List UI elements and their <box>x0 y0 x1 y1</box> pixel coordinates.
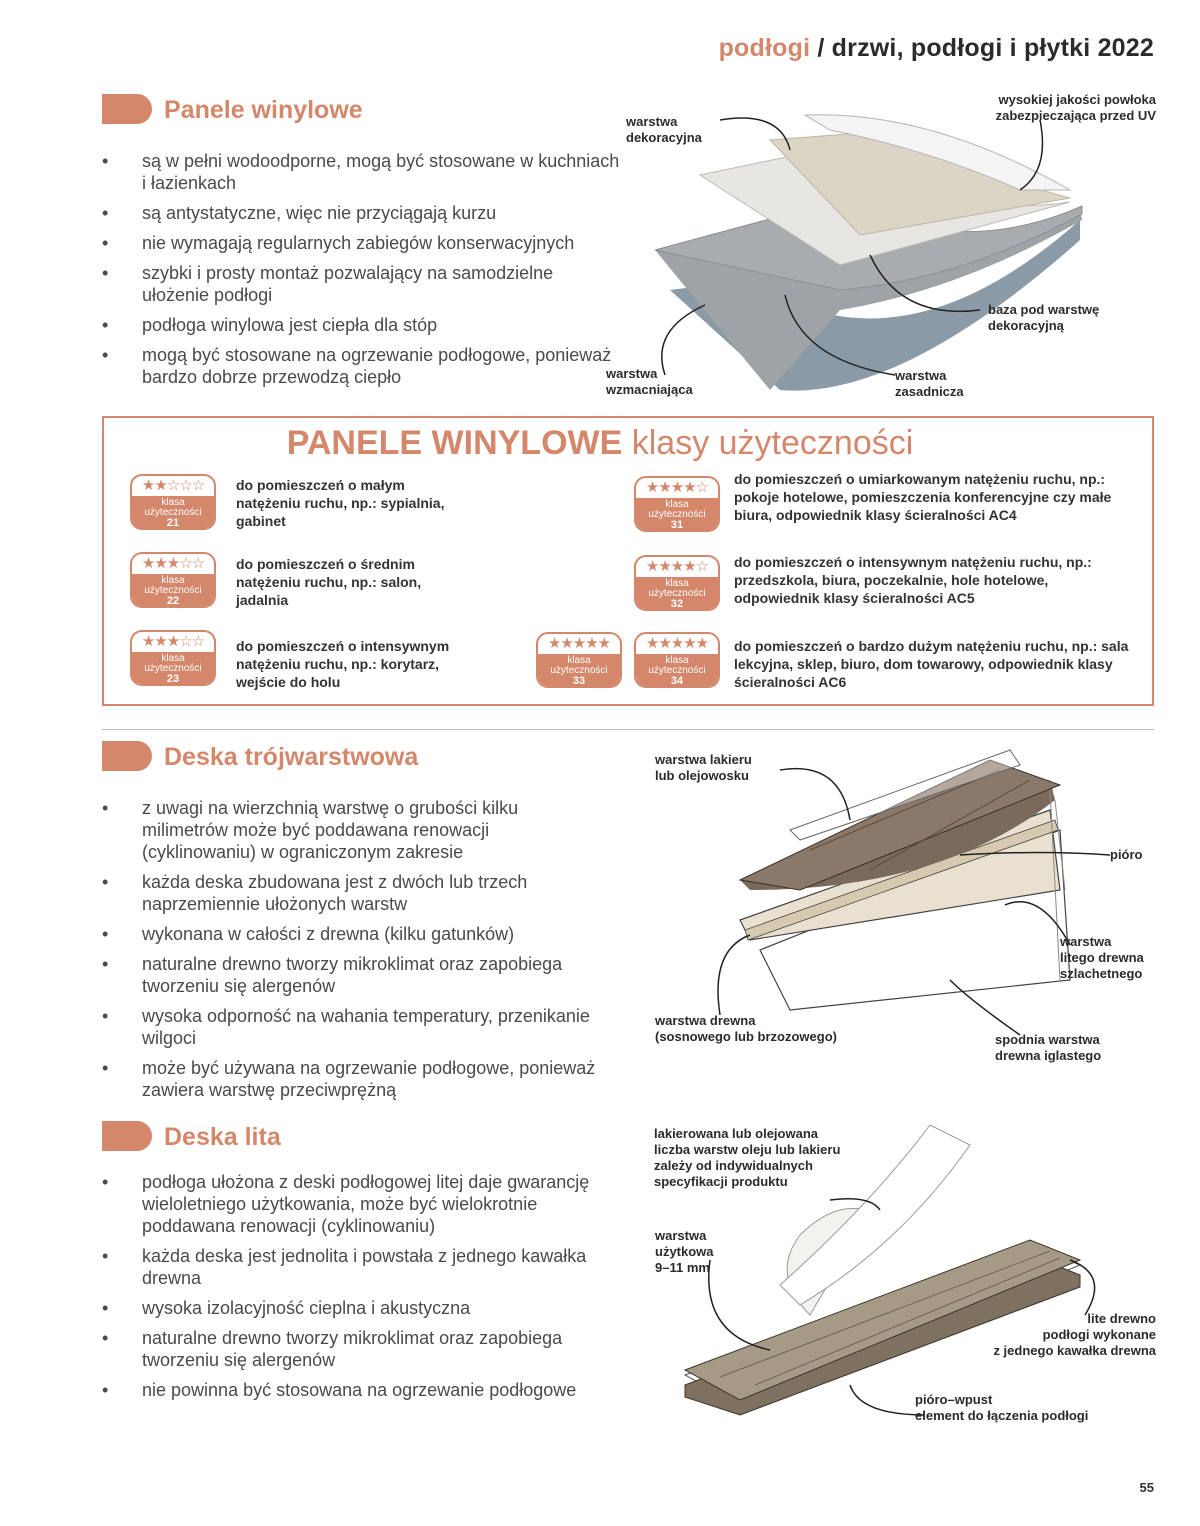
label-base-decor: baza pod warstwę dekoracyjną <box>988 302 1100 333</box>
box-title-bold: PANELE WINYLOWE <box>286 424 623 462</box>
vinyl-bullet-list <box>102 150 622 396</box>
badge-class-21 <box>130 474 216 530</box>
class-desc-21: do pomieszczeń o małym natężeniu ruchu, np.: sypialnia, gabinet <box>236 477 445 529</box>
class-desc-22: do pomieszczeń o średnim natężeniu ruchu, np.: salon, jadalnia <box>236 556 422 608</box>
class-desc-33-34: do pomieszczeń o bardzo dużym natężeniu ruchu, np.: sala lekcyjna, sklep, biuro, dom towarowy, odpowiednik klasy ścieralności AC6 <box>734 638 1129 690</box>
badge-number: 23 <box>166 673 180 685</box>
label-pine-layer: warstwa drewna (sosnowego lub brzozowego) <box>655 1013 837 1044</box>
star-rating: ★★★☆☆ <box>141 555 205 572</box>
badge-word: klasa <box>161 653 185 664</box>
header-accent: podłogi <box>718 34 811 62</box>
section-tab-vinyl <box>102 94 152 124</box>
badge-number: 21 <box>166 517 180 529</box>
label-tongue: pióro <box>1110 847 1143 862</box>
star-rating: ★★★☆☆ <box>141 633 205 650</box>
list-item: • są antystatyczne, więc nie przyciągają kurzu <box>102 202 622 224</box>
label-main-layer: warstwa zasadnicza <box>895 368 964 399</box>
badge-word: użyteczności <box>550 665 608 676</box>
list-item: • wysoka izolacyjność cieplna i akustyczna <box>102 1297 632 1319</box>
badge-number: 32 <box>670 598 684 610</box>
star-rating: ★★★★★ <box>645 635 709 652</box>
star-rating: ★★★★★ <box>547 635 611 652</box>
list-item: • może być używana na ogrzewanie podłogowe, ponieważ zawiera warstwę przeciwprężną <box>102 1057 602 1101</box>
list-item: • każda deska jest jednolita i powstała z jednego kawałka drewna <box>102 1245 632 1289</box>
badge-word: klasa <box>665 499 689 510</box>
page-number: 55 <box>1139 1480 1154 1495</box>
badge-number: 34 <box>670 675 684 687</box>
section-title-three-layer: Deska trójwarstwowa <box>164 743 419 771</box>
label-uv-coat: wysokiej jakości powłoka zabezpieczająca przed UV <box>995 92 1156 123</box>
label-lacquer-layer: warstwa lakieru lub olejowosku <box>655 752 752 783</box>
list-item: • naturalne drewno tworzy mikroklimat oraz zapobiega tworzeniu się alergenów <box>102 953 602 997</box>
badge-class-23 <box>130 630 216 686</box>
label-decor-layer: warstwa dekoracyjna <box>626 114 702 145</box>
label-noble-wood: warstwa litego drewna szlachetnego <box>1060 934 1144 981</box>
class-desc-32: do pomieszczeń o intensywnym natężeniu ruchu, np.: przedszkola, biura, poczekalnie, hole hotelowe, odpowiednik klasy ścieralności AC5 <box>734 554 1092 606</box>
star-rating: ★★★★☆ <box>645 479 709 496</box>
badge-number: 22 <box>166 595 180 607</box>
usability-box-title <box>0 424 1200 463</box>
badge-word: użyteczności <box>144 585 202 596</box>
badge-word: użyteczności <box>648 665 706 676</box>
badge-word: użyteczności <box>648 509 706 520</box>
list-item: • naturalne drewno tworzy mikroklimat oraz zapobiega tworzeniu się alergenów <box>102 1327 632 1371</box>
class-desc-23: do pomieszczeń o intensywnym natężeniu ruchu, np.: korytarz, wejście do holu <box>236 638 450 690</box>
badge-word: użyteczności <box>144 507 202 518</box>
badge-word: klasa <box>665 578 689 589</box>
three-layer-illustration <box>640 740 1160 1060</box>
star-rating: ★★☆☆☆ <box>141 477 205 494</box>
section-tab-three-layer <box>102 741 152 771</box>
list-item: • nie powinna być stosowana na ogrzewanie podłogowe <box>102 1379 632 1401</box>
badge-class-34 <box>634 632 720 688</box>
section-title-vinyl: Panele winylowe <box>164 96 363 124</box>
class-desc-31: do pomieszczeń o umiarkowanym natężeniu ruchu, np.: pokoje hotelowe, pomieszczenia konferencyjne czy małe biura, odpowiednik klasy ścieralności AC4 <box>734 471 1112 523</box>
badge-word: klasa <box>161 575 185 586</box>
solid-bullet-list <box>102 1171 632 1409</box>
list-item: • mogą być stosowane na ogrzewanie podłogowe, ponieważ bardzo dobrze przewodzą ciepło <box>102 344 622 388</box>
badge-word: użyteczności <box>144 663 202 674</box>
list-item: • wysoka odporność na wahania temperatury, przenikanie wilgoci <box>102 1005 602 1049</box>
badge-word: klasa <box>161 497 185 508</box>
list-item: • każda deska zbudowana jest z dwóch lub trzech naprzemiennie ułożonych warstw <box>102 871 602 915</box>
badge-class-31 <box>634 476 720 532</box>
label-coating: lakierowana lub olejowana liczba warstw oleju lub lakieru zależy od indywidualnych specyfikacji produktu <box>654 1126 841 1189</box>
list-item: • są w pełni wodoodporne, mogą być stosowane w kuchniach i łazienkach <box>102 150 622 194</box>
label-bottom-layer: spodnia warstwa drewna iglastego <box>995 1032 1102 1063</box>
divider <box>102 729 1154 730</box>
badge-class-22 <box>130 552 216 608</box>
badge-word: użyteczności <box>648 588 706 599</box>
list-item: • szybki i prosty montaż pozwalający na samodzielne ułożenie podłogi <box>102 262 622 306</box>
box-title-rest: klasy użyteczności <box>622 424 914 462</box>
list-item: • nie wymagają regularnych zabiegów konserwacyjnych <box>102 232 622 254</box>
section-title-solid: Deska lita <box>164 1123 281 1151</box>
section-tab-solid <box>102 1121 152 1151</box>
badge-number: 33 <box>572 675 586 687</box>
badge-class-32 <box>634 555 720 611</box>
star-rating: ★★★★☆ <box>645 558 709 575</box>
list-item: • podłoga winylowa jest ciepła dla stóp <box>102 314 622 336</box>
list-item: • podłoga ułożona z deski podłogowej litej daje gwarancję wieloletniego użytkowania, może być wielokrotnie poddawana renowacji (cyklinowaniu) <box>102 1171 632 1237</box>
badge-number: 31 <box>670 519 684 531</box>
three-layer-bullet-list <box>102 797 602 1109</box>
badge-class-33 <box>536 632 622 688</box>
page-header <box>719 34 1154 63</box>
badge-word: klasa <box>665 655 689 666</box>
list-item: • wykonana w całości z drewna (kilku gatunków) <box>102 923 602 945</box>
list-item: • z uwagi na wierzchnią warstwę o grubości kilku milimetrów może być poddawana renowacji (cyklinowaniu) w ograniczonym zakresie <box>102 797 602 863</box>
badge-word: klasa <box>567 655 591 666</box>
label-reinforce: warstwa wzmacniająca <box>606 366 693 397</box>
header-title: / drzwi, podłogi i płytki 2022 <box>810 34 1154 62</box>
label-solid-wood: lite drewno podłogi wykonane z jednego kawałka drewna <box>993 1311 1156 1358</box>
label-usable-layer: warstwa użytkowa 9–11 mm <box>655 1228 714 1275</box>
label-tongue-groove: pióro–wpust element do łączenia podłogi <box>915 1392 1089 1423</box>
